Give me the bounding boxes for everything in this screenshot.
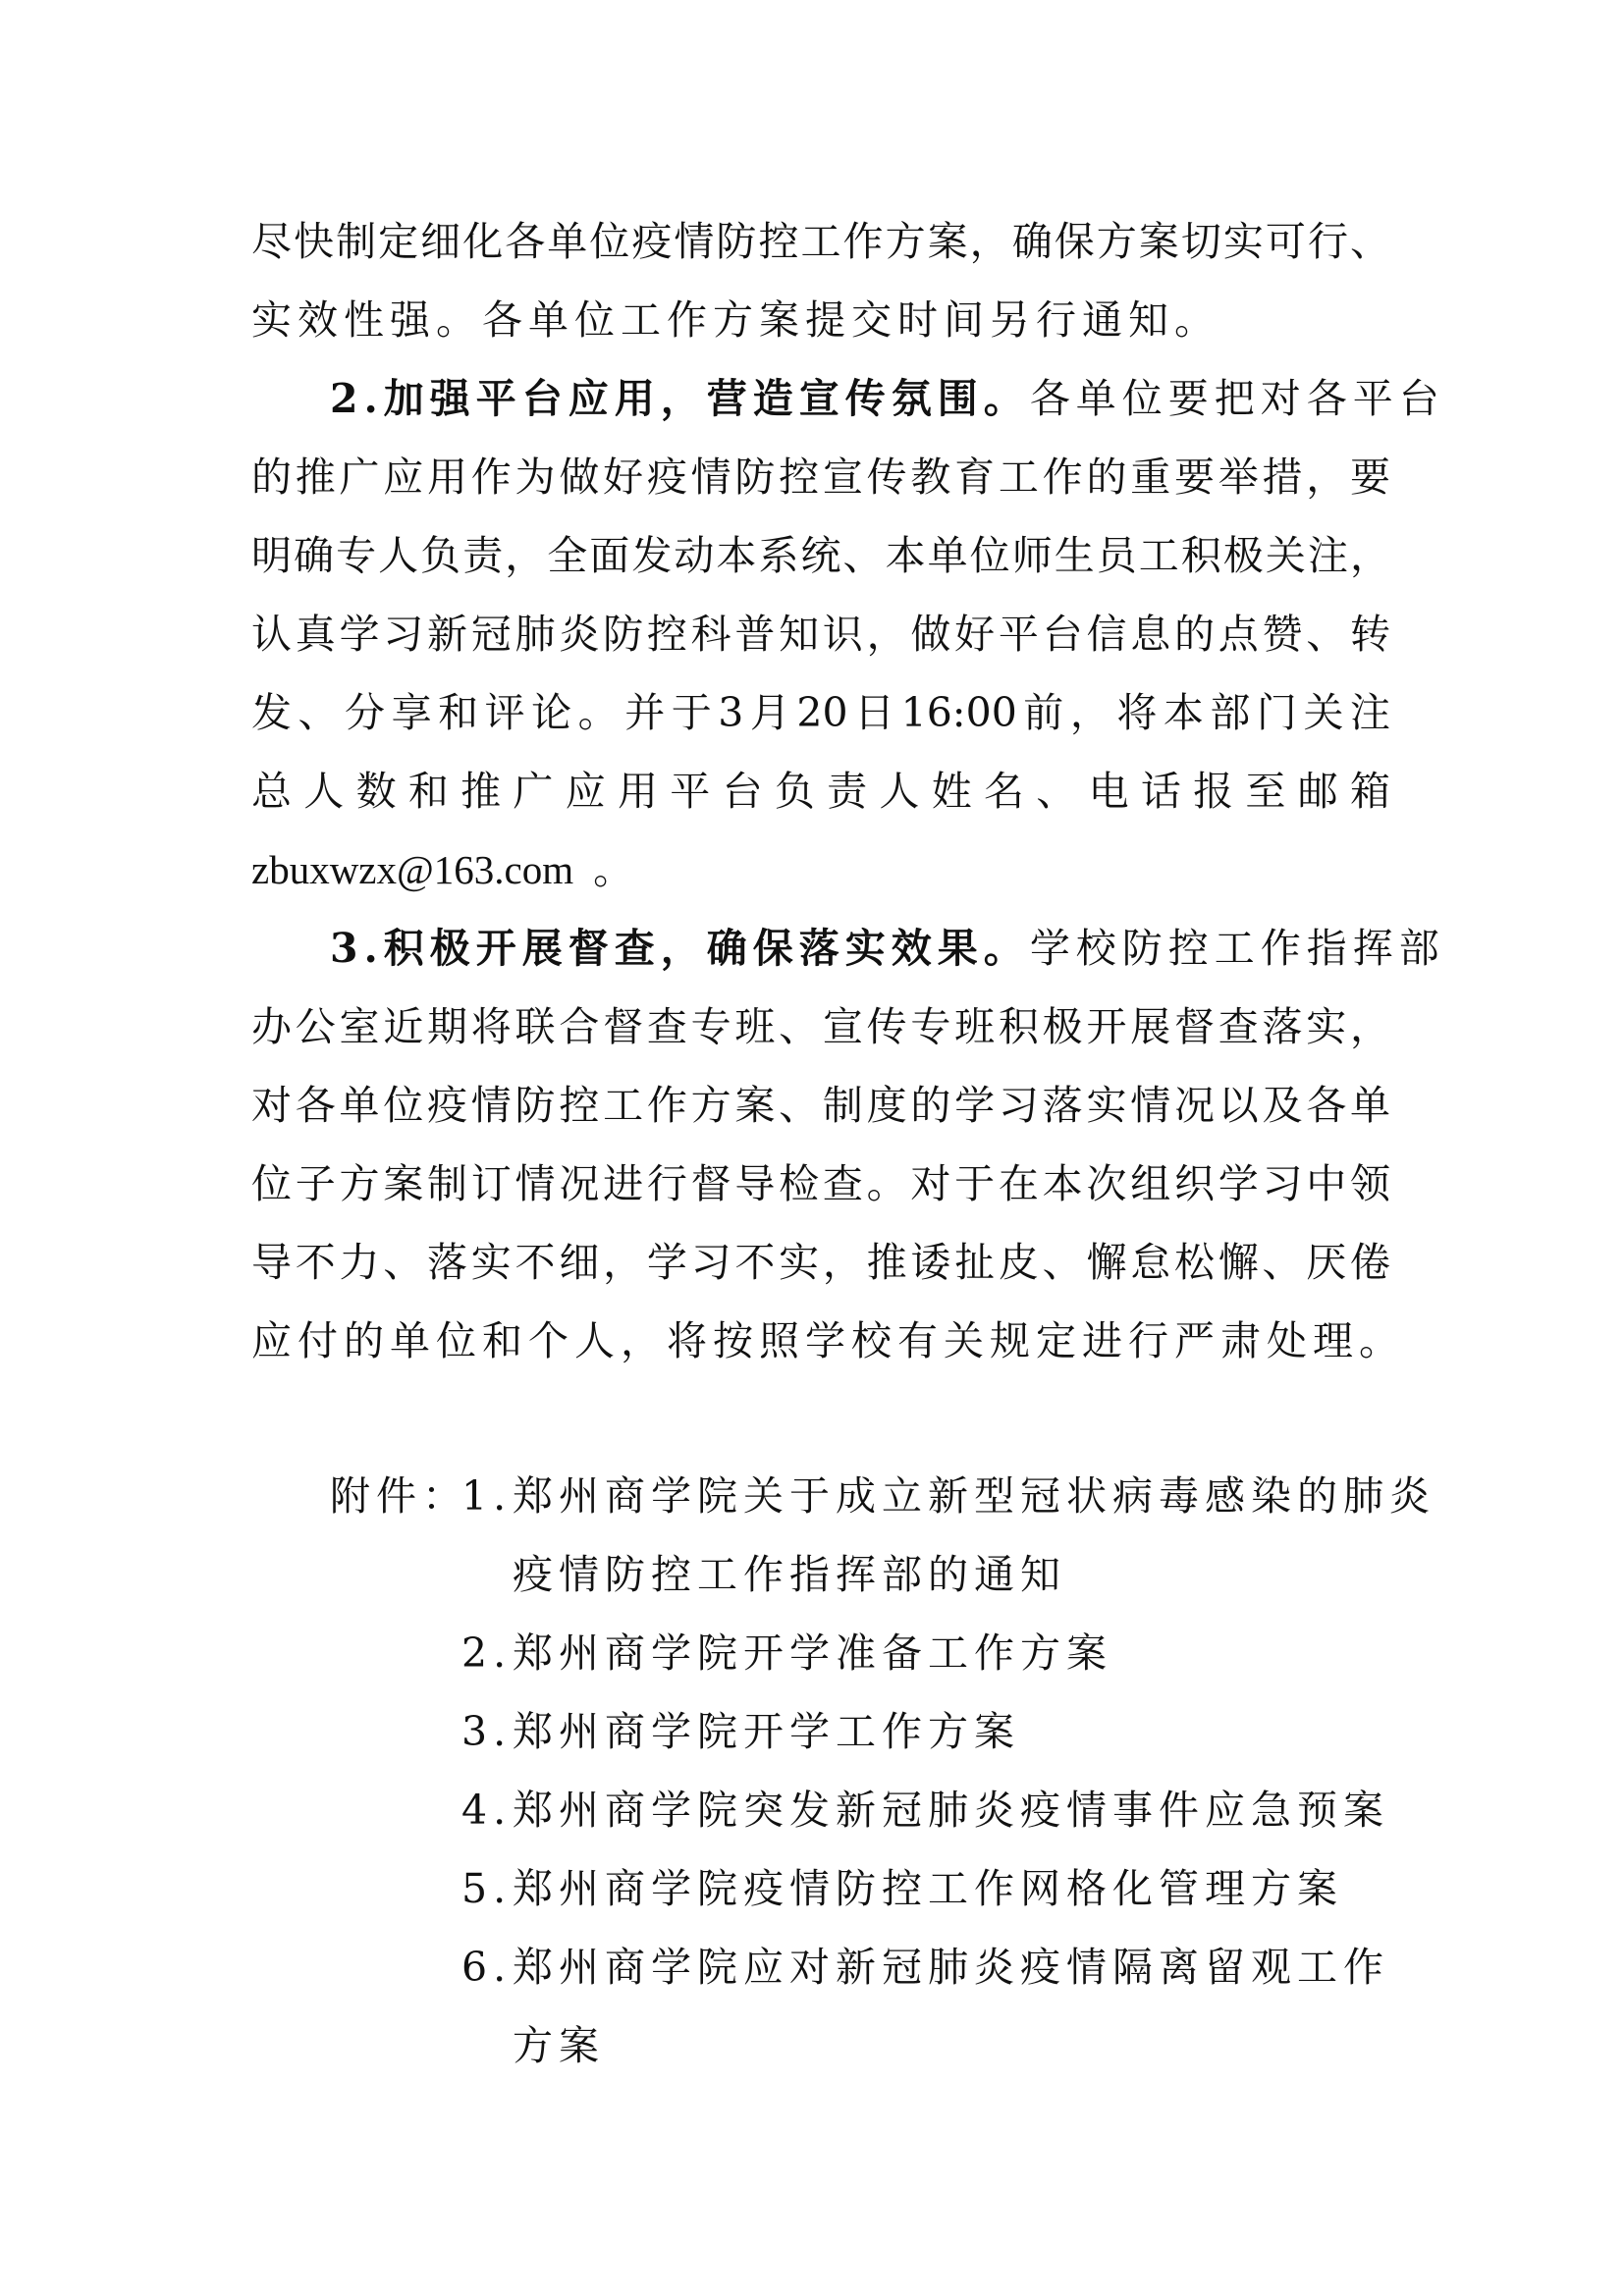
paragraph-3-heading: 3.积极开展督查，确保落实效果。 [330,925,1030,972]
paragraph-2-line-7-end: 。 [593,846,640,893]
attachment-6-title-line-1: 郑州商学院应对新冠肺炎疫情隔离留观工作 [513,1944,1389,1991]
attachment-6-title-line-2: 方案 [513,2022,605,2069]
attachment-2-title: 郑州商学院开学准备工作方案 [513,1629,1112,1677]
paragraph-3-line-3: 对各单位疫情防控工作方案、制度的学习落实情况以及各单 [251,1082,1390,1129]
attachment-5-title: 郑州商学院疫情防控工作网格化管理方案 [513,1865,1343,1912]
attachment-1-title-line-1: 郑州商学院关于成立新型冠状病毒感染的肺炎 [513,1472,1435,1520]
paragraph-2-line-2: 的推广应用作为做好疫情防控宣传教育工作的重要举措，要 [251,454,1390,501]
paragraph-2-line-5: 发、分享和评论。并于3月20日16:00前，将本部门关注 [251,689,1390,736]
paragraph-3-line-4: 位子方案制订情况进行督导检查。对于在本次组织学习中领 [251,1160,1390,1207]
paragraph-2-line-3: 明确专人负责，全面发动本系统、本单位师生员工积极关注， [251,532,1390,579]
attachment-3-number: 3. [461,1708,513,1755]
paragraph-2-heading: 2.加强平台应用，营造宣传氛围。 [330,375,1030,422]
paragraph-1-line-2: 实效性强。各单位工作方案提交时间另行通知。 [251,296,1220,344]
attachment-1-number: 1. [461,1472,513,1520]
paragraph-3-line-6: 应付的单位和个人，将按照学校有关规定进行严肃处理。 [251,1317,1405,1364]
paragraph-2-line-1-text: 各单位要把对各平台 [1029,375,1445,422]
attachments-label: 附件： [330,1472,468,1520]
paragraph-3-line-5: 导不力、落实不细，学习不实，推诿扯皮、懈怠松懈、厌倦 [251,1239,1390,1286]
email-address: zbuxwzx@163.com [251,847,574,892]
attachment-1-title-line-2: 疫情防控工作指挥部的通知 [513,1551,1066,1598]
paragraph-3-line-2: 办公室近期将联合督查专班、宣传专班积极开展督查落实， [251,1003,1390,1050]
paragraph-2-line-4: 认真学习新冠肺炎防控科普知识，做好平台信息的点赞、转 [251,611,1390,658]
paragraph-2-line-6: 总人数和推广应用平台负责人姓名、电话报至邮箱 [251,768,1390,815]
attachment-5-number: 5. [461,1865,513,1912]
attachment-2-number: 2. [461,1629,513,1677]
paragraph-3-line-1 [330,921,1445,976]
attachment-6-number: 6. [461,1944,513,1991]
paragraph-2-line-1 [330,371,1445,426]
paragraph-3-line-1-text: 学校防控工作指挥部 [1029,925,1445,972]
attachment-4-title: 郑州商学院突发新冠肺炎疫情事件应急预案 [513,1787,1389,1834]
attachment-4-number: 4. [461,1787,513,1834]
paragraph-2-line-7 [251,842,1390,897]
paragraph-1-line-1: 尽快制定细化各单位疫情防控工作方案，确保方案切实可行、 [251,218,1390,265]
attachment-3-title: 郑州商学院开学工作方案 [513,1708,1020,1755]
